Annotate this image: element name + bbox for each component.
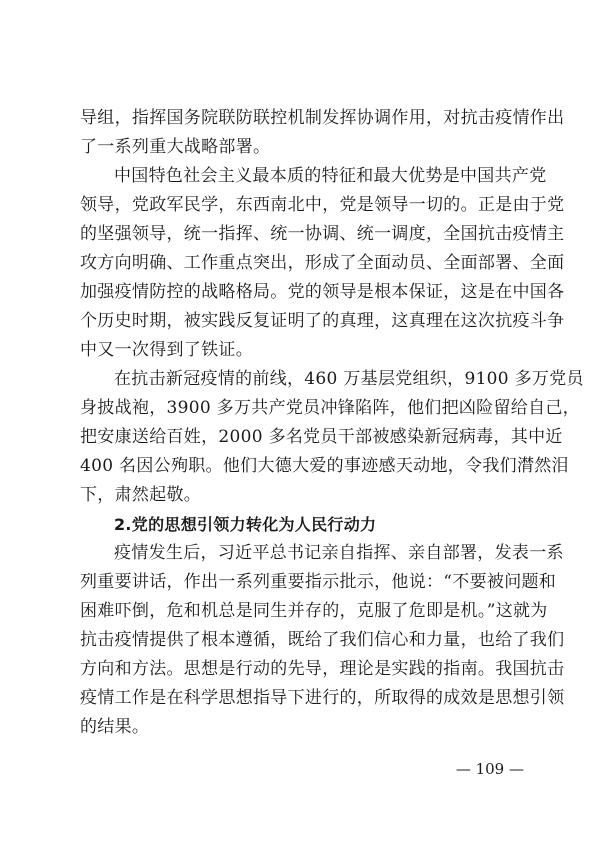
paragraph-3-line-5: 下，肃然起敬。 xyxy=(80,485,202,505)
paragraph-4-line-6: 疫情工作是在科学思想指导下进行的，所取得的成效是思想引领 xyxy=(80,688,565,708)
page-number: — 109 — xyxy=(455,760,524,778)
paragraph-1-line-2: 了一系列重大战略部署。 xyxy=(80,137,271,157)
paragraph-2-line-4: 攻方向明确、工作重点突出，形成了全面动员、全面部署、全面 xyxy=(80,253,565,273)
paragraph-2-line-3: 的坚强领导，统一指挥、统一协调、统一调度，全国抗击疫情主 xyxy=(80,224,565,244)
paragraph-3-line-2: 身披战袍，3900 多万共产党员冲锋陷阵，他们把凶险留给自己， xyxy=(80,398,580,418)
paragraph-3-line-3: 把安康送给百姓，2000 多名党员干部被感染新冠病毒，其中近 xyxy=(80,427,563,447)
paragraph-4-line-7: 的结果。 xyxy=(80,717,150,737)
paragraph-2-line-1: 中国特色社会主义最本质的特征和最大优势是中国共产党 xyxy=(114,166,547,186)
paragraph-4-line-2: 列重要讲话，作出一系列重要指示批示，他说：“不要被问题和 xyxy=(80,572,557,592)
section-heading: 2.党的思想引领力转化为人民行动力 xyxy=(114,515,377,534)
paragraph-2-line-2: 领导，党政军民学，东西南北中，党是领导一切的。正是由于党 xyxy=(80,195,565,215)
paragraph-3-line-4: 400 名因公殉职。他们大德大爱的事迹感天动地，令我们潸然泪 xyxy=(80,456,569,476)
paragraph-2-line-7: 中又一次得到了铁证。 xyxy=(80,340,253,360)
page-body xyxy=(80,104,584,742)
paragraph-4-line-5: 方向和方法。思想是行动的先导，理论是实践的指南。我国抗击 xyxy=(80,659,565,679)
paragraph-4-line-4: 抗击疫情提供了根本遵循，既给了我们信心和力量，也给了我们 xyxy=(80,630,565,650)
paragraph-4-line-3: 困难吓倒，危和机总是同生并存的，克服了危即是机。”这就为 xyxy=(80,601,548,621)
paragraph-1-line-1: 导组，指挥国务院联防联控机制发挥协调作用，对抗击疫情作出 xyxy=(80,108,565,128)
paragraph-4-line-1: 疫情发生后，习近平总书记亲自指挥、亲自部署，发表一系 xyxy=(114,543,564,563)
paragraph-2-line-6: 个历史时期，被实践反复证明了的真理，这真理在这次抗疫斗争 xyxy=(80,311,565,331)
paragraph-3-line-1: 在抗击新冠疫情的前线，460 万基层党组织，9100 多万党员 xyxy=(114,369,584,389)
paragraph-2-line-5: 加强疫情防控的战略格局。党的领导是根本保证，这是在中国各 xyxy=(80,282,565,302)
